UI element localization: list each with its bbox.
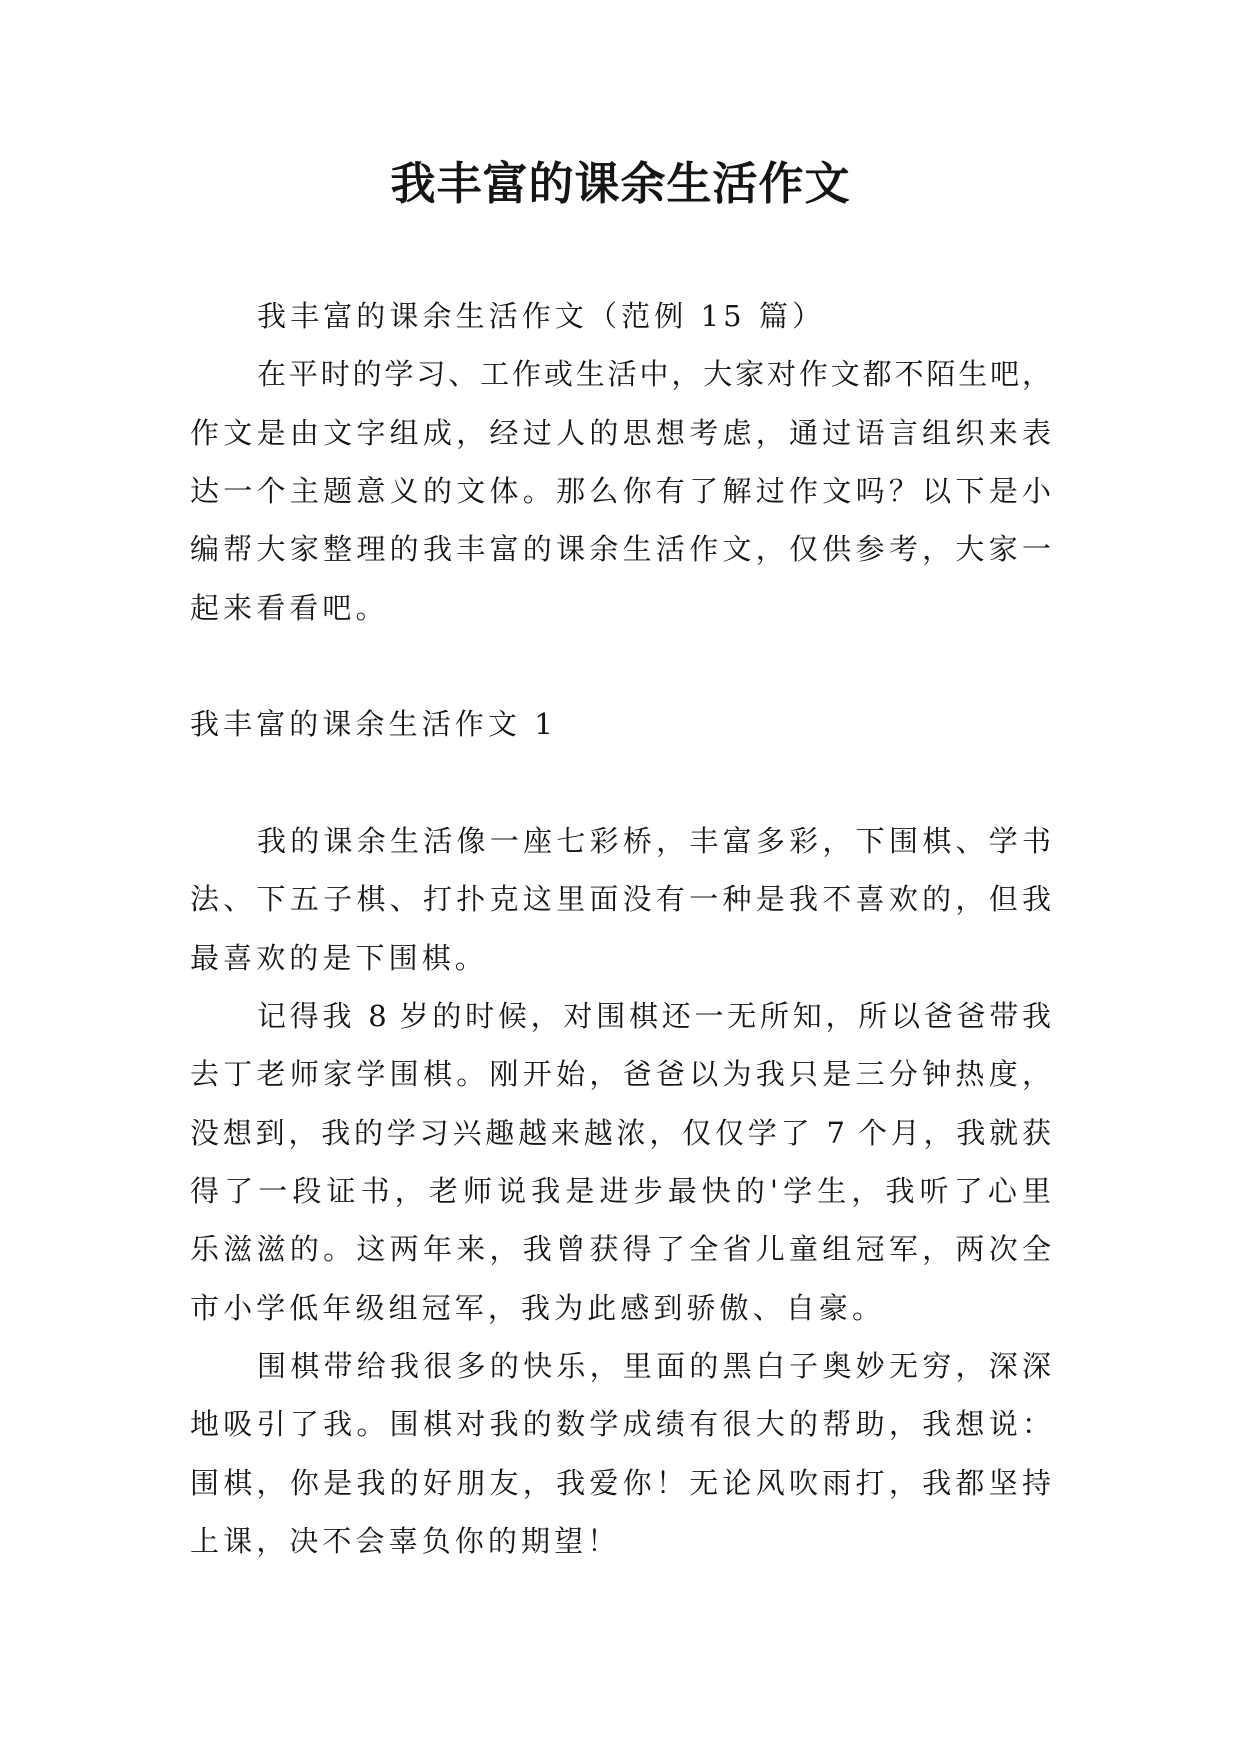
intro-paragraph [190, 345, 1051, 637]
essay-paragraph [190, 812, 1051, 987]
paragraph-line: 起来看看吧。 [190, 590, 389, 625]
paragraph-line: 围棋，你是我的好朋友，我爱你！无论风吹雨打，我都坚持 [190, 1465, 1051, 1500]
paragraph-line: 市小学低年级组冠军，我为此感到骄傲、自豪。 [190, 1290, 886, 1325]
paragraph-line: 乐滋滋的。这两年来，我曾获得了全省儿童组冠军，两次全 [190, 1232, 1051, 1267]
essay-paragraph [190, 987, 1051, 1337]
document-body [190, 287, 1051, 1570]
paragraph-line: 作文是由文字组成，经过人的思想考虑，通过语言组织来表 [190, 415, 1051, 450]
paragraph-line: 围棋带给我很多的快乐，里面的黑白子奥妙无穷，深深 [257, 1348, 1051, 1383]
paragraph-line: 我的课余生活像一座七彩桥，丰富多彩，下围棋、学书 [257, 823, 1051, 858]
paragraph-line: 上课，决不会辜负你的期望！ [190, 1523, 621, 1558]
paragraph-line: 编帮大家整理的我丰富的课余生活作文，仅供参考，大家一 [190, 532, 1051, 567]
paragraph-line: 得了一段证书，老师说我是进步最快的'学生，我听了心里 [190, 1173, 1051, 1208]
paragraph-line: 最喜欢的是下围棋。 [190, 940, 488, 975]
paragraph-line: 法、下五子棋、打扑克这里面没有一种是我不喜欢的，但我 [190, 882, 1051, 917]
paragraph-line: 记得我 8 岁的时候，对围棋还一无所知，所以爸爸带我 [257, 998, 1051, 1033]
document-title: 我丰富的课余生活作文 [390, 157, 851, 210]
paragraph-line: 在平时的学习、工作或生活中，大家对作文都不陌生吧， [257, 357, 1051, 392]
essay-heading: 我丰富的课余生活作文 1 [190, 707, 557, 742]
essay-paragraph [190, 1337, 1051, 1570]
intro-subtitle: 我丰富的课余生活作文（范例 15 篇） [257, 299, 826, 333]
paragraph-line: 地吸引了我。围棋对我的数学成绩有很大的帮助，我想说： [190, 1407, 1051, 1442]
paragraph-line: 去丁老师家学围棋。刚开始，爸爸以为我只是三分钟热度， [190, 1057, 1051, 1092]
paragraph-line: 没想到，我的学习兴趣越来越浓，仅仅学了 7 个月，我就获 [190, 1115, 1051, 1150]
paragraph-line: 达一个主题意义的文体。那么你有了解过作文吗？以下是小 [190, 473, 1051, 508]
